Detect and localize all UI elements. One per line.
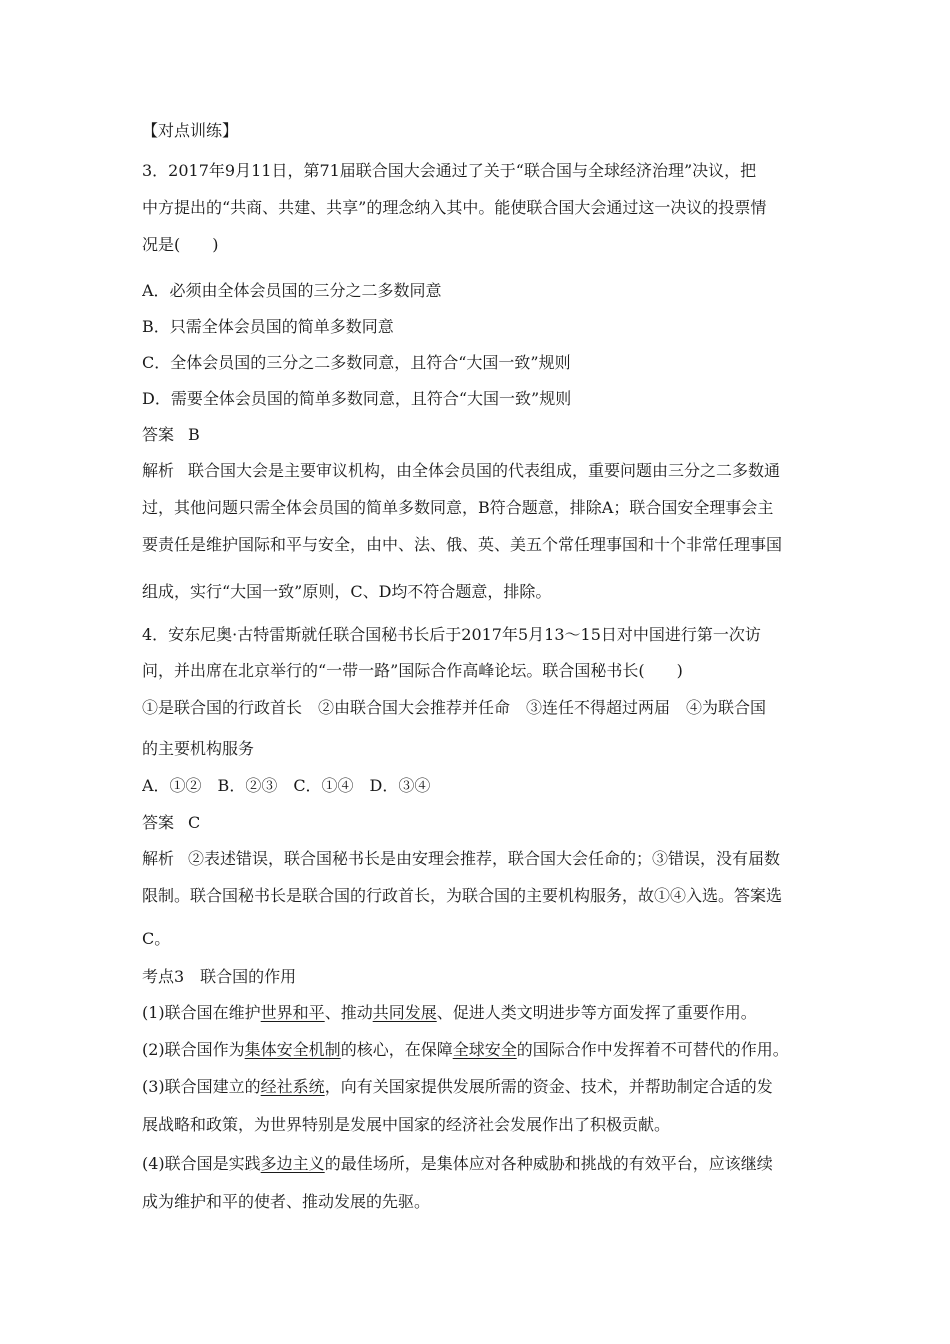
kp3-point-4-line-2: 成为维护和平的使者、推动发展的先驱。 (142, 1192, 431, 1211)
q4-analysis-text-1: ②表述错误，联合国秘书长是由安理会推荐，联合国大会任命的；③错误，没有届数 (188, 849, 781, 868)
q3-stem-line-3: 况是( ) (142, 235, 219, 254)
section-heading: 【对点训练】 (142, 121, 239, 140)
q4-stem-line-2: 问，并出席在北京举行的“一带一路”国际合作高峰论坛。联合国秘书长( ) (142, 661, 683, 680)
q4-answer-label: 答案 (142, 813, 175, 832)
q4-answer-value: C (188, 813, 201, 832)
q4-analysis-line-1 (142, 848, 822, 870)
q3-analysis-line-3: 要责任是维护国际和平与安全，由中、法、俄、英、美五个常任理事国和十个非常任理事国 (142, 535, 783, 554)
kp3-p4-text-a: (4)联合国是实践 (142, 1154, 261, 1173)
kp3-p3-text-a: (3)联合国建立的 (142, 1077, 261, 1096)
kp3-p2-keyword-1: 集体安全机制 (244, 1040, 341, 1059)
kp3-p2-text-c: 的国际合作中发挥着不可替代的作用。 (516, 1040, 789, 1059)
q4-analysis-label: 解析 (142, 849, 175, 868)
kp3-point-3-line-2: 展战略和政策，为世界特别是发展中国家的经济社会发展作出了积极贡献。 (142, 1115, 671, 1134)
q4-answer (142, 812, 822, 834)
kp3-p2-keyword-2: 全球安全 (452, 1040, 517, 1059)
kp3-point-2 (142, 1039, 822, 1061)
kp3-p4-text-b: 的最佳场所，是集体应对各种威胁和挑战的有效平台，应该继续 (324, 1154, 773, 1173)
q3-answer-value: B (188, 425, 200, 444)
q3-option-b: B．只需全体会员国的简单多数同意 (142, 317, 394, 336)
kp3-point-4 (142, 1153, 822, 1175)
kp3-p2-text-a: (2)联合国作为 (142, 1040, 245, 1059)
kp3-p1-text-b: 、推动 (324, 1003, 373, 1022)
kp3-p2-text-b: 的核心，在保障 (340, 1040, 453, 1059)
q3-answer-label: 答案 (142, 425, 175, 444)
q3-option-c: C．全体会员国的三分之二多数同意，且符合“大国一致”规则 (142, 353, 571, 372)
kp3-p1-text-c: 、促进人类文明进步等方面发挥了重要作用。 (436, 1003, 757, 1022)
q4-stem-line-1: 4．安东尼奥·古特雷斯就任联合国秘书长后于2017年5月13～15日对中国进行第一次访 (142, 625, 761, 644)
q3-analysis-line-2: 过，其他问题只需全体会员国的简单多数同意，B符合题意，排除A；联合国安全理事会主 (142, 498, 774, 517)
kp3-p1-keyword-1: 世界和平 (260, 1003, 325, 1022)
q3-option-d: D．需要全体会员国的简单多数同意，且符合“大国一致”规则 (142, 389, 572, 408)
q3-analysis-line-4: 组成，实行“大国一致”原则，C、D均不符合题意，排除。 (142, 582, 552, 601)
q3-option-a: A．必须由全体会员国的三分之二多数同意 (142, 281, 442, 300)
q4-analysis-line-2: 限制。联合国秘书长是联合国的行政首长，为联合国的主要机构服务，故①④入选。答案选 (142, 886, 783, 905)
q3-analysis-line-1 (142, 460, 822, 482)
q3-answer (142, 424, 822, 446)
q4-stem-line-4: 的主要机构服务 (142, 739, 255, 758)
q3-stem-line-2: 中方提出的“共商、共建、共享”的理念纳入其中。能使联合国大会通过这一决议的投票情 (142, 198, 767, 217)
q3-analysis-text-1: 联合国大会是主要审议机构，由全体会员国的代表组成，重要问题由三分之二多数通 (188, 461, 781, 480)
kp3-p1-text-a: (1)联合国在维护 (142, 1003, 261, 1022)
kp3-p3-keyword-1: 经社系统 (260, 1077, 325, 1096)
kp3-p4-keyword-1: 多边主义 (260, 1154, 325, 1173)
kp3-p3-text-b: ，向有关国家提供发展所需的资金、技术，并帮助制定合适的发 (324, 1077, 773, 1096)
q3-analysis-label: 解析 (142, 461, 175, 480)
q4-stem-line-3: ①是联合国的行政首长 ②由联合国大会推荐并任命 ③连任不得超过两届 ④为联合国 (142, 698, 767, 717)
q4-analysis-line-3: C。 (142, 929, 171, 948)
kp3-title: 考点3 联合国的作用 (142, 967, 297, 986)
q4-options: A．①② B．②③ C．①④ D．③④ (142, 776, 431, 795)
kp3-point-3 (142, 1076, 822, 1098)
kp3-point-1 (142, 1002, 822, 1024)
q3-stem-line-1: 3．2017年9月11日，第71届联合国大会通过了关于“联合国与全球经济治理”决议，把 (142, 161, 757, 180)
kp3-p1-keyword-2: 共同发展 (372, 1003, 437, 1022)
